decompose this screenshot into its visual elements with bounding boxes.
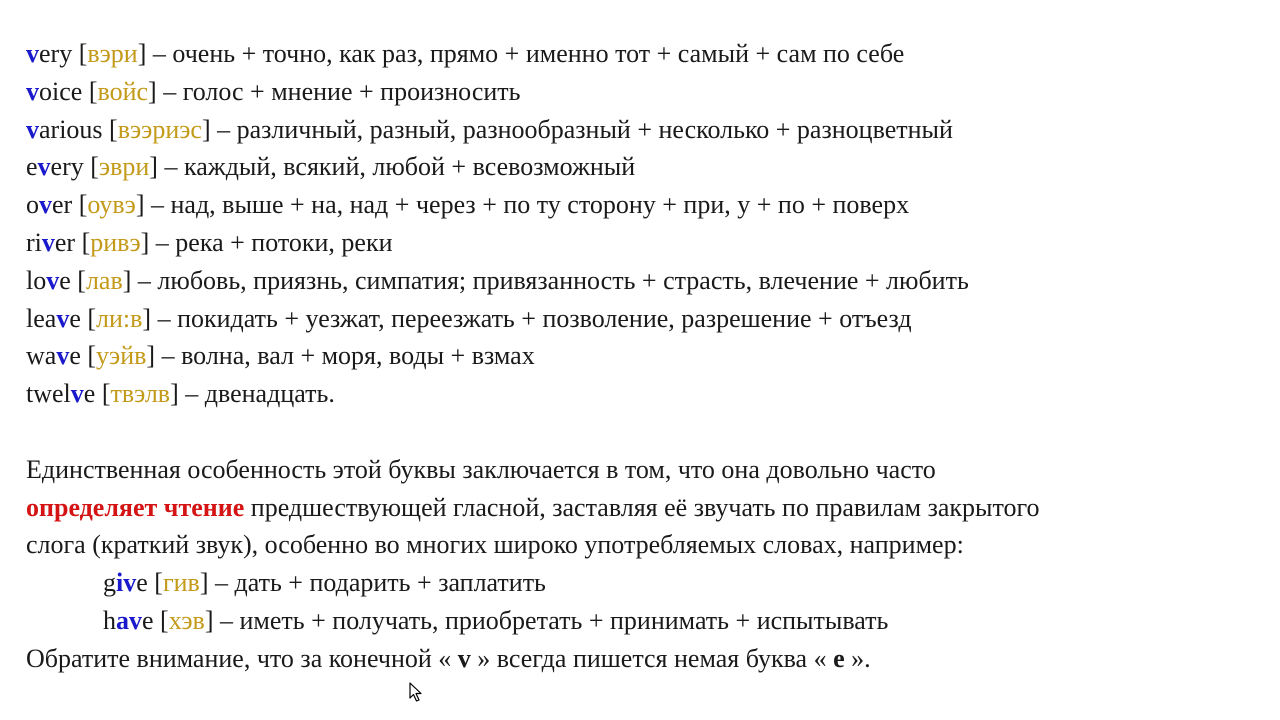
word-highlight-letter: v <box>37 152 51 182</box>
word-highlight-vowel: i <box>116 568 124 598</box>
transcription: оувэ <box>87 190 136 220</box>
transcription: уэйв <box>96 341 147 371</box>
paragraph-text: предшествующей гласной, заставляя её звучать по правилам закрытого <box>244 492 1040 522</box>
word-suffix: arious <box>39 114 103 144</box>
note-letter-v: v <box>457 643 471 673</box>
definition: – над, выше + на, над + через + по ту сторону + при, у + по + поверх <box>151 190 910 220</box>
transcription: войс <box>97 76 149 106</box>
word-highlight-letter: v <box>26 39 39 68</box>
word-highlight-letter: v <box>41 227 55 257</box>
note-text: Обратите внимание, что за конечной « <box>26 643 458 673</box>
transcription: гив <box>162 568 200 598</box>
definition: – каждый, всякий, любой + всевозможный <box>164 152 636 182</box>
word-prefix: ri <box>26 227 42 257</box>
vocabulary-list <box>26 35 1266 413</box>
definition: – дать + подарить + заплатить <box>214 568 546 598</box>
word-highlight-letter: v <box>56 303 70 333</box>
word-prefix: h <box>103 605 116 635</box>
example-entry: have [хэв] – иметь + получать, приобретать + принимать + испытывать <box>103 605 889 635</box>
word-prefix: twel <box>26 379 71 409</box>
paragraph-line: Единственная особенность этой буквы заключается в том, что она довольно часто <box>26 454 936 484</box>
definition: – любовь, приязнь, симпатия; привязанность + страсть, влечение + любить <box>137 265 969 295</box>
examples-list <box>26 564 1266 640</box>
mouse-pointer-icon <box>409 682 423 702</box>
paragraph-line <box>26 489 1266 527</box>
word-suffix: ery <box>50 152 84 182</box>
word-suffix: er <box>54 227 76 257</box>
definition: – волна, вал + моря, воды + взмах <box>161 341 535 371</box>
word-prefix: o <box>26 190 39 220</box>
vocab-entry: over [оувэ] – над, выше + на, над + через + по ту сторону + при, у + по + поверх <box>26 190 910 220</box>
word-suffix: e <box>142 605 154 635</box>
word-prefix: g <box>103 568 116 598</box>
transcription: ривэ <box>90 227 141 257</box>
word-highlight-letter: v <box>26 114 39 144</box>
transcription: эври <box>98 152 150 182</box>
note-text: ». <box>844 643 871 673</box>
word-suffix: oice <box>39 76 83 106</box>
transcription: лав <box>85 265 123 295</box>
transcription: ли:в <box>96 303 143 333</box>
note-text: » всегда пишется немая буква « <box>470 643 834 673</box>
word-highlight-letter: v <box>26 76 39 106</box>
example-entry: give [гив] – дать + подарить + заплатить <box>103 568 546 598</box>
definition: – покидать + уезжат, переезжать + позволение, разрешение + отъезд <box>157 303 912 333</box>
transcription: вээриэс <box>117 114 202 144</box>
vocab-entry: various [вээриэс] – различный, разный, разнообразный + несколько + разноцветный <box>26 114 953 144</box>
note-letter-e: e <box>833 643 845 673</box>
word-prefix: lea <box>26 303 57 333</box>
vocab-entry: leave [ли:в] – покидать + уезжат, переезжать + позволение, разрешение + отъезд <box>26 303 912 333</box>
vocab-entry: very [вэри] – очень + точно, как раз, прямо + именно тот + самый + сам по себе <box>26 39 905 68</box>
vocab-entry: love [лав] – любовь, приязнь, симпатия; привязанность + страсть, влечение + любить <box>26 265 969 295</box>
word-suffix: e <box>69 341 81 371</box>
word-prefix: lo <box>26 265 47 295</box>
definition: – река + потоки, реки <box>155 227 393 257</box>
definition: – различный, разный, разнообразный + несколько + разноцветный <box>217 114 953 144</box>
definition: – двенадцать. <box>185 379 335 409</box>
vocab-entry: wave [уэйв] – волна, вал + моря, воды + взмах <box>26 341 535 371</box>
note-line <box>26 640 1266 678</box>
definition: – голос + мнение + произносить <box>163 76 521 106</box>
spacer <box>26 413 1266 451</box>
definition: – иметь + получать, приобретать + принимать + испытывать <box>219 605 889 635</box>
transcription: хэв <box>168 605 205 635</box>
transcription: вэри <box>87 39 138 68</box>
transcription: твэлв <box>110 379 171 409</box>
paragraph-line: слога (краткий звук), особенно во многих широко употребляемых словах, например: <box>26 530 964 560</box>
word-highlight-letter: v <box>129 605 142 635</box>
word-suffix: ery <box>39 39 73 68</box>
vocab-entry: every [эври] – каждый, всякий, любой + всевозможный <box>26 152 636 182</box>
word-suffix: e <box>136 568 148 598</box>
vocab-entry: river [ривэ] – река + потоки, реки <box>26 227 393 257</box>
word-highlight-letter: v <box>46 265 60 295</box>
word-highlight-letter: v <box>56 341 70 371</box>
word-suffix: e <box>59 265 71 295</box>
word-suffix: er <box>52 190 73 220</box>
definition: – очень + точно, как раз, прямо + именно тот + самый + сам по себе <box>152 39 905 68</box>
word-prefix: wa <box>26 341 57 371</box>
emphasis-text: определяет чтение <box>26 492 245 522</box>
word-highlight-vowel: a <box>116 605 129 635</box>
word-highlight-letter: v <box>39 190 52 220</box>
explanation-paragraph <box>26 451 1266 564</box>
word-suffix: e <box>69 303 81 333</box>
word-suffix: e <box>83 379 96 409</box>
document-body <box>26 35 1266 678</box>
word-highlight-letter: v <box>70 379 84 409</box>
vocab-entry: voice [войс] – голос + мнение + произносить <box>26 76 521 106</box>
vocab-entry: twelve [твэлв] – двенадцать. <box>26 379 335 409</box>
word-highlight-letter: v <box>123 568 137 598</box>
word-prefix: e <box>26 152 38 182</box>
